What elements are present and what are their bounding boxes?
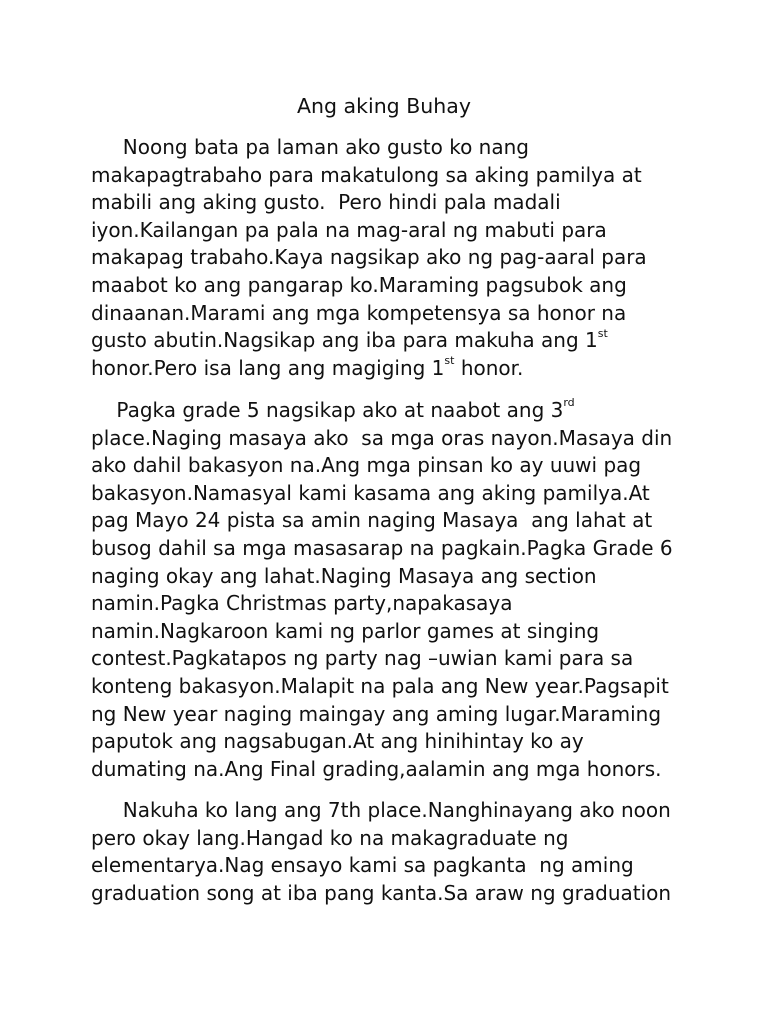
text-line: [91, 397, 711, 425]
text-line: graduation song at iba pang kanta.Sa araw ng graduation: [91, 880, 672, 905]
text-line: Noong bata pa laman ako gusto ko nang: [91, 135, 529, 159]
paragraph-3: [91, 797, 711, 907]
text-line: naging okay ang lahat.Naging Masaya ang section: [91, 563, 597, 588]
text-line: pag Mayo 24 pista sa amin naging Masaya ang lahat at: [91, 508, 653, 533]
superscript: st: [597, 326, 608, 340]
text-line: iyon.Kailangan pa pala na mag-aral ng mabuti para: [91, 217, 607, 242]
text-line: busog dahil sa mga masasarap na pagkain.Pagka Grade 6: [91, 535, 673, 560]
line-text: gusto abutin.Nagsikap ang iba para makuha ang 1: [91, 328, 598, 353]
paragraph-2: [91, 397, 711, 783]
text-line: paputok ang nagsabugan.At ang hinihintay ko ay: [91, 729, 584, 754]
text-line: place.Naging masaya ako sa mga oras nayon.Masaya din: [91, 425, 673, 450]
line-text: Pagka grade 5 nagsikap ako at naabot ang 3: [91, 398, 564, 422]
text-line: namin.Nagkaroon kami ng parlor games at singing: [91, 618, 600, 643]
text-line: makapag trabaho.Kaya nagsikap ako ng pag-aaral para: [91, 245, 647, 270]
text-line: dinaanan.Marami ang mga kompetensya sa honor na: [91, 300, 627, 325]
text-line: mabili ang aking gusto. Pero hindi pala madali: [91, 190, 561, 215]
text-line: makapagtrabaho para makatulong sa aking pamilya at: [91, 162, 642, 187]
superscript: st: [444, 354, 455, 368]
text-line: Nakuha ko lang ang 7th place.Nanghinayang ako noon: [91, 798, 671, 822]
text-line: elementarya.Nag ensayo kami sa pagkanta ng aming: [91, 853, 634, 878]
text-line: ng New year naging maingay ang aming lugar.Maraming: [91, 701, 662, 726]
text-line: [91, 327, 711, 355]
text-line: bakasyon.Namasyal kami kasama ang aking pamilya.At: [91, 480, 650, 505]
superscript: rd: [563, 396, 575, 410]
text-line: ako dahil bakasyon na.Ang mga pinsan ko ay uuwi pag: [91, 453, 642, 478]
document-title: Ang aking Buhay: [297, 94, 471, 118]
text-line: contest.Pagkatapos ng party nag –uwian kami para sa: [91, 646, 634, 671]
paragraph-1: [91, 134, 711, 382]
line-text: honor.Pero isa lang ang magiging 1: [91, 355, 445, 380]
line-text-tail: honor.: [454, 355, 524, 380]
text-line: dumating na.Ang Final grading,aalamin ang mga honors.: [91, 756, 662, 781]
text-line: namin.Pagka Christmas party,napakasaya: [91, 591, 513, 616]
text-line: [91, 355, 711, 383]
text-line: pero okay lang.Hangad ko na makagraduate ng: [91, 825, 569, 850]
text-line: konteng bakasyon.Malapit na pala ang New year.Pagsapit: [91, 673, 669, 698]
text-line: maabot ko ang pangarap ko.Maraming pagsubok ang: [91, 272, 627, 297]
